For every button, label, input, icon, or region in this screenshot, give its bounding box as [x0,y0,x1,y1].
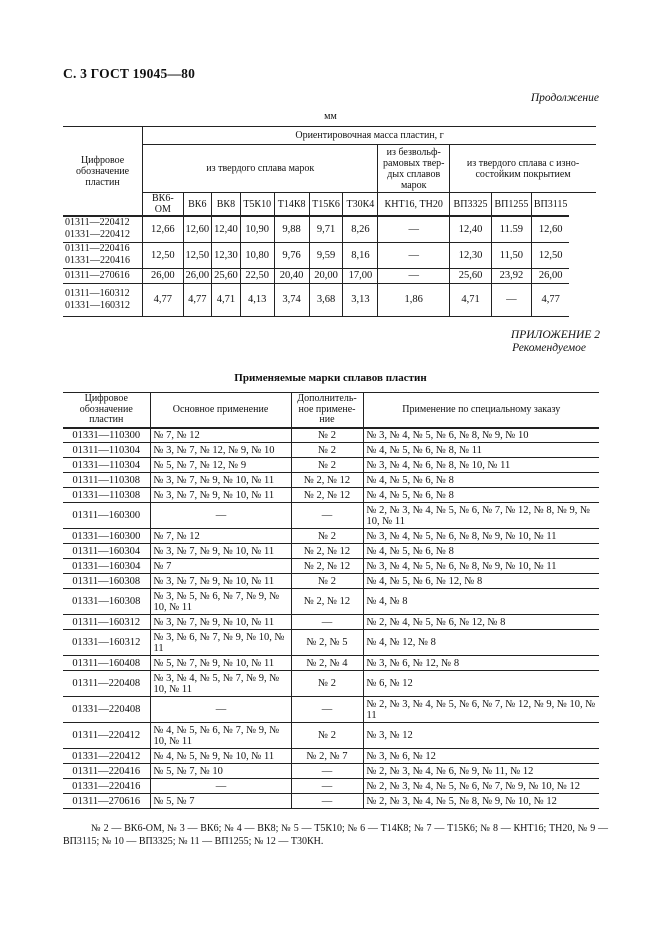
t2-code: 01331—110300 [63,428,150,443]
t2-special: № 2, № 3, № 4, № 5, № 6, № 7, № 12, № 9, № 10, № 11 [363,697,599,723]
t2-main: № 3, № 5, № 6, № 7, № 9, № 10, № 11 [150,589,291,615]
t2-main: № 3, № 7, № 12, № 9, № 10 [150,443,291,458]
t2-extra: — [291,503,363,529]
table-row [63,656,599,671]
t1-grade: Т14К8 [274,193,309,217]
t1-code: 01331—160312 [65,299,130,311]
t2-extra: — [291,779,363,794]
t2-main: № 5, № 7, № 12, № 9 [150,458,291,473]
t1-value: 20,00 [309,268,343,283]
t1-grade: ВК6-ОМ [143,193,183,217]
t2-special: № 3, № 6, № 12, № 8 [363,656,599,671]
t1-value: 17,00 [343,268,378,283]
t1-grade: ВК8 [212,193,241,217]
t1-value: — [378,268,450,283]
t2-main: № 3, № 7, № 9, № 10, № 11 [150,473,291,488]
t1-value: 3,13 [343,283,378,316]
t1-row [63,216,596,242]
table-row [63,749,599,764]
t1-value: 4,77 [143,283,183,316]
t1-value: 25,60 [450,268,492,283]
table-row [63,529,599,544]
t2-main: № 7, № 12 [150,529,291,544]
t2-code: 01311—160408 [63,656,150,671]
t1-value: 20,40 [274,268,309,283]
t1-code: 01311—270616 [65,270,130,281]
t1-value: 12,30 [450,242,492,268]
t2-main: № 5, № 7, № 9, № 10, № 11 [150,656,291,671]
t1-value: 3,74 [274,283,309,316]
t2-code: 01311—220412 [63,723,150,749]
t2-code: 01331—220408 [63,697,150,723]
t2-main: № 7 [150,559,291,574]
t2-code: 01331—160308 [63,589,150,615]
t1-value: 1,86 [378,283,450,316]
t2-extra: № 2, № 12 [291,473,363,488]
table-row [63,503,599,529]
t1-value: 4,71 [212,283,241,316]
t2-extra: — [291,615,363,630]
table-row [63,630,599,656]
t1-code: 01311—220412 [65,217,130,229]
t2-special: № 4, № 5, № 6, № 12, № 8 [363,574,599,589]
t1-group-coated: из твердого сплава с изно-состойким покрытием [450,145,596,193]
table-row [63,473,599,488]
t1-value: 12,40 [450,216,492,242]
t2-main: № 3, № 7, № 9, № 10, № 11 [150,544,291,559]
t2-extra: № 2 [291,529,363,544]
t2-extra: № 2 [291,723,363,749]
alloy-table [63,392,599,809]
t2-code: 01311—220416 [63,764,150,779]
table-row [63,589,599,615]
table-row [63,458,599,473]
t1-value: 25,60 [212,268,241,283]
t1-value: 12,50 [183,242,212,268]
t2-special: № 4, № 5, № 6, № 8 [363,473,599,488]
t2-extra: № 2, № 12 [291,589,363,615]
table-row [63,544,599,559]
t1-value: 8,16 [343,242,378,268]
footnote: № 2 — ВК6-ОМ, № 3 — ВК6; № 4 — ВК8; № 5 — Т5К10; № 6 — Т14К8; № 7 — Т15К6; № 8 — КНТ16; ТН20, № 9 — ВП3115; № 10 — ВП3325; № 11 — ВП1255; № 12 — Т30КН. [63,823,608,847]
t2-code: 01331—220416 [63,779,150,794]
t2-extra: № 2, № 12 [291,559,363,574]
appendix-note: Рекомендуемое [512,342,586,354]
t2-special: № 2, № 4, № 5, № 6, № 12, № 8 [363,615,599,630]
t2-extra: — [291,794,363,809]
t2-special: № 2, № 3, № 4, № 6, № 9, № 11, № 12 [363,764,599,779]
t2-main: № 3, № 4, № 5, № 7, № 9, № 10, № 11 [150,671,291,697]
t1-code: 01331—220416 [65,255,130,266]
t2-extra: № 2, № 12 [291,544,363,559]
t2-special: № 2, № 3, № 4, № 5, № 8, № 9, № 10, № 12 [363,794,599,809]
t1-value: 23,92 [491,268,531,283]
t2-code: 01331—110304 [63,458,150,473]
t1-group-tungsten-free: из безвольф-рамовых твер-дых сплавов марок [378,145,450,193]
t2-extra: — [291,764,363,779]
t2-extra: № 2, № 5 [291,630,363,656]
t1-value: — [378,216,450,242]
page-header: С. 3 ГОСТ 19045—80 [63,66,196,81]
t2-special: № 4, № 12, № 8 [363,630,599,656]
t2-main: № 4, № 5, № 6, № 7, № 9, № 10, № 11 [150,723,291,749]
t2-main: № 5, № 7, № 10 [150,764,291,779]
table-row [63,443,599,458]
t2-special: № 3, № 4, № 5, № 6, № 8, № 9, № 10 [363,428,599,443]
table-row [63,764,599,779]
t2-special: № 3, № 4, № 5, № 6, № 8, № 9, № 10, № 11 [363,559,599,574]
t1-grade: КНТ16, ТН20 [378,193,450,217]
unit-label: мм [324,111,337,122]
t1-value: 8,26 [343,216,378,242]
t1-value: 12,30 [212,242,241,268]
table-row [63,779,599,794]
t2-main: — [150,697,291,723]
t2-code: 01311—270616 [63,794,150,809]
t1-value: 12,66 [143,216,183,242]
t2-extra: № 2, № 4 [291,656,363,671]
t1-code: 01331—220412 [65,229,130,241]
t1-value: — [378,242,450,268]
t1-row [63,283,596,316]
t2-special: № 6, № 12 [363,671,599,697]
t2-code: 01331—160300 [63,529,150,544]
t2-main: № 3, № 7, № 9, № 10, № 11 [150,574,291,589]
t1-value: 9,71 [309,216,343,242]
t2-extra: — [291,697,363,723]
t2-main: — [150,503,291,529]
t2-special: № 2, № 3, № 4, № 5, № 6, № 7, № 9, № 10, № 12 [363,779,599,794]
t2-col-extra: Дополнитель-ное примене-ние [291,393,363,428]
t2-code: 01311—110308 [63,473,150,488]
t1-grade: ВП3115 [531,193,569,217]
table-row [63,794,599,809]
t1-value: 12,60 [531,216,569,242]
table-row [63,428,599,443]
table-row [63,559,599,574]
t2-main: № 3, № 6, № 7, № 9, № 10, № 11 [150,630,291,656]
t1-grade: ВП1255 [491,193,531,217]
t2-special: № 4, № 5, № 6, № 8 [363,544,599,559]
t1-value: — [491,283,531,316]
t1-value: 10,90 [240,216,274,242]
appendix-title: ПРИЛОЖЕНИЕ 2 [510,329,600,341]
t2-code: 01311—160312 [63,615,150,630]
t2-code: 01331—110308 [63,488,150,503]
t2-main: — [150,779,291,794]
t1-value: 4,71 [450,283,492,316]
t1-value: 10,80 [240,242,274,268]
t2-special: № 4, № 5, № 6, № 8 [363,488,599,503]
t1-value: 12,60 [183,216,212,242]
t2-col-code: Цифровое обозначение пластин [63,393,150,428]
t1-group-hard: из твердого сплава марок [143,145,378,193]
t1-value: 26,00 [143,268,183,283]
t1-grade: ВП3325 [450,193,492,217]
table-row [63,723,599,749]
t2-special: № 2, № 3, № 4, № 5, № 6, № 7, № 12, № 8, № 9, № 10, № 11 [363,503,599,529]
t1-row [63,268,596,283]
mass-table [63,126,596,317]
t2-code: 01331—160312 [63,630,150,656]
table-row [63,615,599,630]
t1-col-mass: Ориентировочная масса пластин, г [143,127,596,145]
t2-special: № 3, № 4, № 6, № 8, № 10, № 11 [363,458,599,473]
t2-special: № 4, № 8 [363,589,599,615]
t1-row [63,242,596,268]
t2-main: № 7, № 12 [150,428,291,443]
t2-code: 01311—160308 [63,574,150,589]
t1-value: 9,76 [274,242,309,268]
t2-extra: № 2 [291,671,363,697]
t2-special: № 3, № 6, № 12 [363,749,599,764]
t2-main: № 3, № 7, № 9, № 10, № 11 [150,615,291,630]
t2-main: № 3, № 7, № 9, № 10, № 11 [150,488,291,503]
t1-value: 11.59 [491,216,531,242]
t1-code: 01311—160312 [65,287,130,299]
t2-extra: № 2, № 12 [291,488,363,503]
t1-value: 4,13 [240,283,274,316]
t1-code: 01311—220416 [65,243,130,254]
t1-value: 26,00 [183,268,212,283]
t2-extra: № 2 [291,574,363,589]
t2-code: 01311—110304 [63,443,150,458]
table-row [63,488,599,503]
t1-value: 3,68 [309,283,343,316]
t1-grade: Т15К6 [309,193,343,217]
t1-grade: Т30К4 [343,193,378,217]
t2-code: 01311—160300 [63,503,150,529]
t2-main: № 4, № 5, № 9, № 10, № 11 [150,749,291,764]
t1-value: 12,50 [531,242,569,268]
t1-value: 9,88 [274,216,309,242]
t2-special: № 4, № 5, № 6, № 8, № 11 [363,443,599,458]
table-row [63,671,599,697]
t2-code: 01331—160304 [63,559,150,574]
t1-value: 4,77 [183,283,212,316]
t2-code: 01311—220408 [63,671,150,697]
t2-extra: № 2 [291,443,363,458]
t1-value: 12,40 [212,216,241,242]
t2-col-main: Основное применение [150,393,291,428]
t2-code: 01331—220412 [63,749,150,764]
t2-extra: № 2 [291,428,363,443]
t2-special: № 3, № 12 [363,723,599,749]
t2-special: № 3, № 4, № 5, № 6, № 8, № 9, № 10, № 11 [363,529,599,544]
t2-code: 01311—160304 [63,544,150,559]
t1-value: 9,59 [309,242,343,268]
t1-grade: ВК6 [183,193,212,217]
table-row [63,697,599,723]
t2-main: № 5, № 7 [150,794,291,809]
table-row [63,574,599,589]
t1-grade: Т5К10 [240,193,274,217]
continuation-label: Продолжение [530,92,599,104]
t1-col-code: Цифровое обозначение пластин [63,127,143,217]
table2-title: Применяемые марки сплавов пластин [234,372,427,384]
t1-value: 12,50 [143,242,183,268]
t2-extra: № 2, № 7 [291,749,363,764]
t1-value: 22,50 [240,268,274,283]
t1-value: 4,77 [531,283,569,316]
t1-value: 11,50 [491,242,531,268]
t1-value: 26,00 [531,268,569,283]
t2-extra: № 2 [291,458,363,473]
t2-col-special: Применение по специальному заказу [363,393,599,428]
